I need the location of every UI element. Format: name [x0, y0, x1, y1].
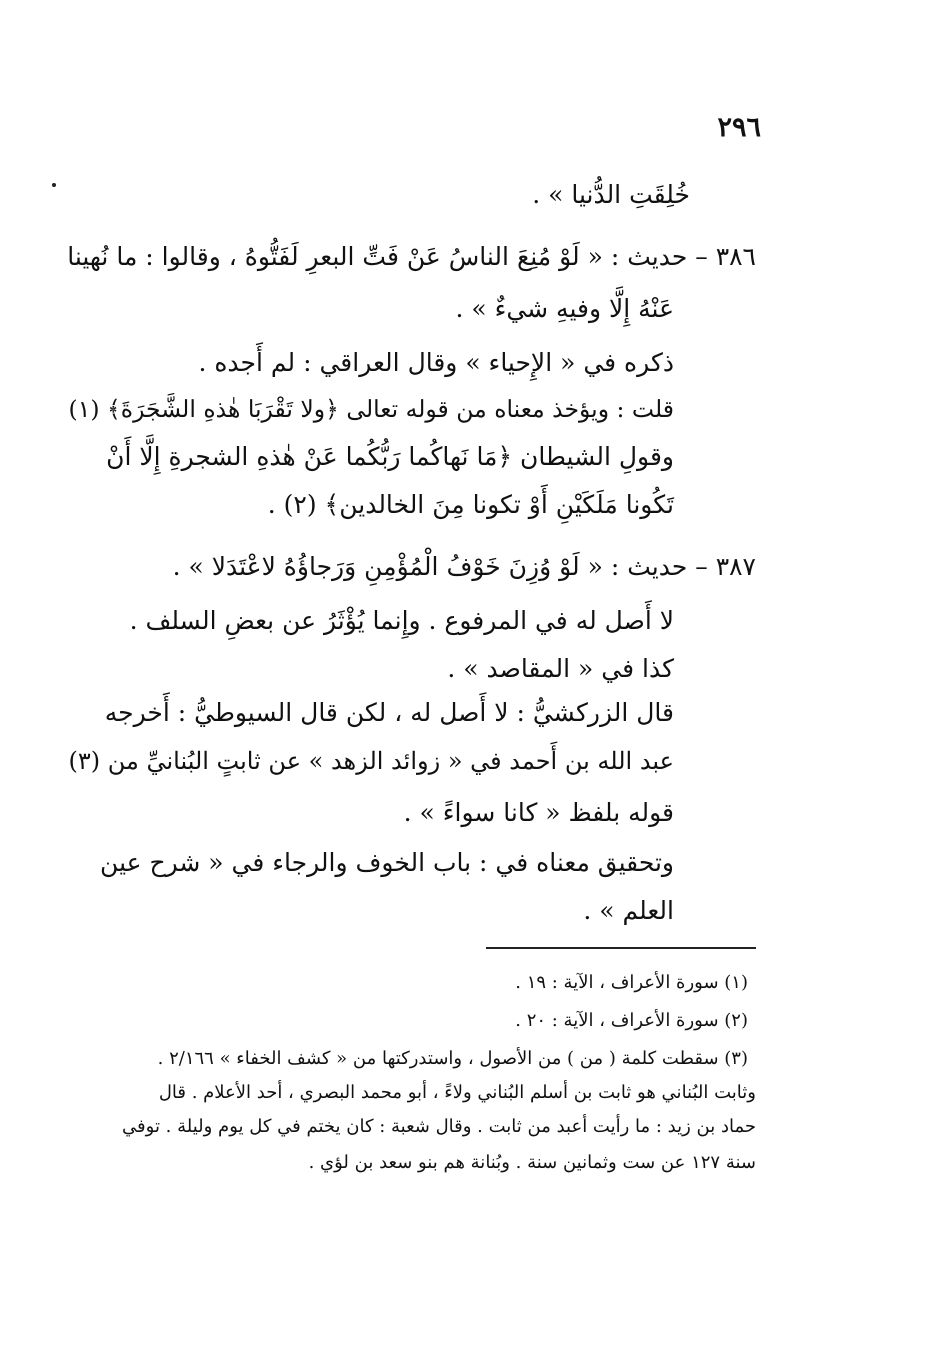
- hadith-386-line-2: عَنْهُ إِلَّا وفيهِ شيءٌ » .: [455, 294, 674, 323]
- hadith-387-line-1: ٣٨٧ – حديث : « لَوْ وُزِنَ خَوْفُ الْمُؤْمِنِ وَرَجاؤُهُ لاعْتَدَلا » .: [172, 552, 756, 581]
- text-line-15: العلم » .: [583, 896, 674, 925]
- footnote-separator: [486, 947, 756, 949]
- text-line-11: قال الزركشيُّ : لا أَصل له ، لكن قال السيوطيُّ : أَخرجه: [104, 698, 674, 727]
- footnote-3: (٣) سقطت كلمة ( من ) من الأصول ، واستدركتها من « كشف الخفاء » ٢/١٦٦ .: [157, 1048, 748, 1069]
- text-line-10: كذا في « المقاصد » .: [447, 654, 674, 683]
- footnote-2: (٢) سورة الأعراف ، الآية : ٢٠ .: [515, 1010, 748, 1031]
- footnote-1: (١) سورة الأعراف ، الآية : ١٩ .: [515, 972, 748, 993]
- text-line-13: قوله بلفظ « كانا سواءً » .: [403, 798, 674, 827]
- footnote-3-line-2: وثابت البُناني هو ثابت بن أسلم البُناني ولاءً ، أبو محمد البصري ، أحد الأعلام . قال: [158, 1082, 756, 1103]
- page-number: ٢٩٦: [717, 112, 761, 143]
- ink-speck: [52, 183, 56, 187]
- text-line-1: خُلِقَتِ الدُّنيا » .: [532, 180, 690, 209]
- footnote-3-line-3: حماد بن زيد : ما رأيت أعبد من ثابت . وقال شعبة : كان يختم في كل يوم وليلة . توفي: [122, 1116, 756, 1137]
- text-line-12: عبد الله بن أَحمد في « زوائد الزهد » عن ثابتٍ البُنانيِّ من (٣): [68, 747, 674, 775]
- text-line-7: تَكُونا مَلَكَيْنِ أَوْ تكونا مِنَ الخالدين﴾ (٢) .: [267, 490, 674, 519]
- text-line-9: لا أَصل له في المرفوع . وإِنما يُؤْثَرُ عن بعضِ السلف .: [129, 606, 674, 635]
- hadith-386-line-1: ٣٨٦ – حديث : « لَوْ مُنِعَ الناسُ عَنْ فَتِّ البعرِ لَفَتُّوهُ ، وقالوا : ما نُهينا: [67, 242, 756, 271]
- text-line-5: قلت : ويؤخذ معناه من قوله تعالى ﴿ولا تَقْرَبَا هٰذهِ الشَّجَرَةَ﴾ (١): [68, 395, 674, 423]
- text-line-14: وتحقيق معناه في : باب الخوف والرجاء في « شرح عين: [100, 848, 674, 877]
- text-line-4: ذكره في « الإِحياء » وقال العراقي : لم أَجده .: [198, 348, 674, 377]
- text-line-6: وقولِ الشيطان ﴿مَا نَهاكُما رَبُّكُما عَنْ هٰذهِ الشجرةِ إِلَّا أَنْ: [106, 442, 674, 471]
- footnote-3-line-4: سنة ١٢٧ عن ست وثمانين سنة . وبُنانة هم بنو سعد بن لؤي .: [308, 1152, 756, 1173]
